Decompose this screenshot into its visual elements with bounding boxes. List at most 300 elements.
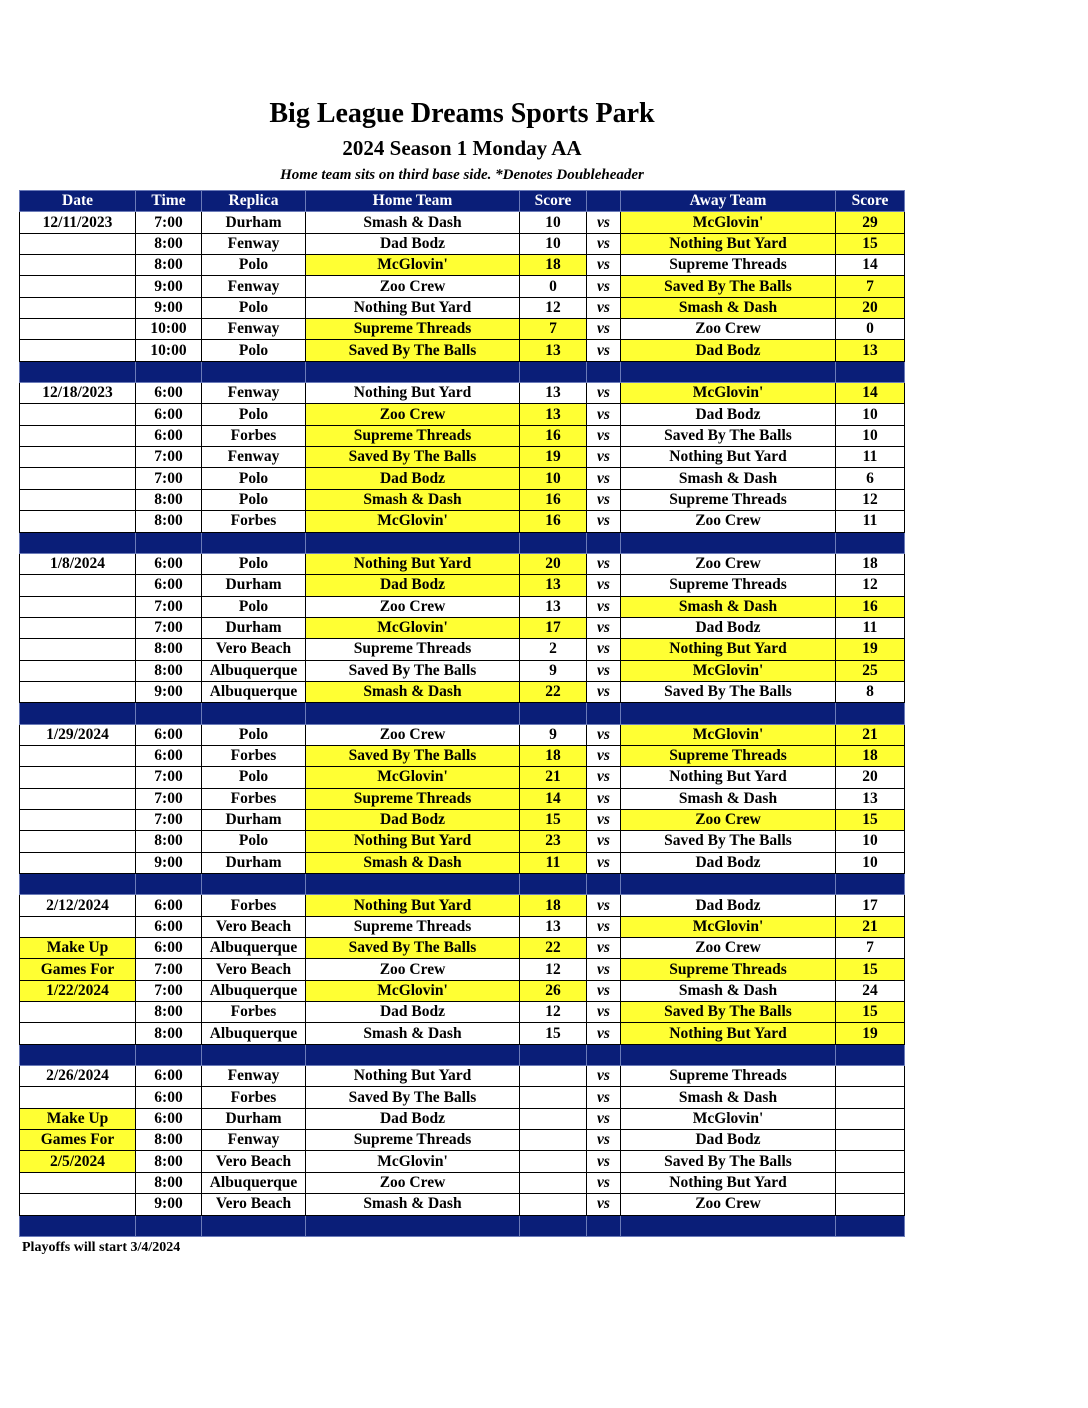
time-cell: 9:00 xyxy=(136,681,202,702)
separator-cell xyxy=(836,1215,905,1236)
home-team-cell: Smash & Dash xyxy=(306,681,520,702)
replica-cell: Polo xyxy=(202,404,306,425)
home-score-cell xyxy=(520,1066,587,1087)
date-cell xyxy=(20,1194,136,1215)
away-score-cell: 15 xyxy=(836,233,905,254)
home-team-cell: Dad Bodz xyxy=(306,468,520,489)
home-score-cell: 18 xyxy=(520,895,587,916)
separator-cell xyxy=(20,1044,136,1065)
replica-cell: Albuquerque xyxy=(202,681,306,702)
date-cell xyxy=(20,617,136,638)
home-team-cell: Smash & Dash xyxy=(306,1023,520,1044)
home-score-cell: 19 xyxy=(520,447,587,468)
page-title: Big League Dreams Sports Park xyxy=(269,98,655,129)
home-team-cell: Saved By The Balls xyxy=(306,745,520,766)
time-cell: 9:00 xyxy=(136,297,202,318)
away-score-cell xyxy=(836,1151,905,1172)
away-score-cell: 24 xyxy=(836,980,905,1001)
away-score-cell xyxy=(836,1172,905,1193)
away-team-cell: McGlovin' xyxy=(621,1108,836,1129)
away-score-cell: 15 xyxy=(836,1002,905,1023)
separator-cell xyxy=(306,1044,520,1065)
home-team-cell: Supreme Threads xyxy=(306,425,520,446)
separator-cell xyxy=(520,1215,587,1236)
table-row xyxy=(20,340,905,361)
table-row xyxy=(20,745,905,766)
date-cell xyxy=(20,319,136,340)
away-team-cell: Zoo Crew xyxy=(621,809,836,830)
home-score-cell: 16 xyxy=(520,489,587,510)
home-team-cell: Saved By The Balls xyxy=(306,340,520,361)
table-row xyxy=(20,809,905,830)
replica-cell: Forbes xyxy=(202,788,306,809)
date-cell xyxy=(20,575,136,596)
vs-cell: vs xyxy=(587,404,621,425)
replica-cell: Polo xyxy=(202,596,306,617)
home-score-cell xyxy=(520,1108,587,1129)
table-row xyxy=(20,852,905,873)
vs-cell: vs xyxy=(587,852,621,873)
time-cell: 6:00 xyxy=(136,745,202,766)
date-cell: 1/8/2024 xyxy=(20,553,136,574)
table-row xyxy=(20,1194,905,1215)
date-cell xyxy=(20,233,136,254)
column-header-replica: Replica xyxy=(202,191,306,212)
home-score-cell: 13 xyxy=(520,596,587,617)
home-team-cell: Zoo Crew xyxy=(306,724,520,745)
home-team-cell: Saved By The Balls xyxy=(306,660,520,681)
home-score-cell: 22 xyxy=(520,681,587,702)
date-cell xyxy=(20,639,136,660)
home-team-cell: Supreme Threads xyxy=(306,1130,520,1151)
table-row xyxy=(20,447,905,468)
date-cell: 2/5/2024 xyxy=(20,1151,136,1172)
time-cell: 9:00 xyxy=(136,276,202,297)
home-score-cell xyxy=(520,1130,587,1151)
home-team-cell: Dad Bodz xyxy=(306,575,520,596)
replica-cell: Fenway xyxy=(202,383,306,404)
week-separator-row xyxy=(20,1215,905,1236)
separator-cell xyxy=(136,1215,202,1236)
away-team-cell: McGlovin' xyxy=(621,724,836,745)
separator-cell xyxy=(621,361,836,382)
vs-cell: vs xyxy=(587,1002,621,1023)
time-cell: 6:00 xyxy=(136,724,202,745)
replica-cell: Vero Beach xyxy=(202,639,306,660)
away-score-cell: 20 xyxy=(836,767,905,788)
away-score-cell: 13 xyxy=(836,788,905,809)
separator-cell xyxy=(20,703,136,724)
away-score-cell: 14 xyxy=(836,255,905,276)
away-team-cell: Nothing But Yard xyxy=(621,639,836,660)
home-score-cell xyxy=(520,1172,587,1193)
vs-cell: vs xyxy=(587,383,621,404)
vs-cell: vs xyxy=(587,1130,621,1151)
date-cell xyxy=(20,788,136,809)
table-row xyxy=(20,980,905,1001)
time-cell: 7:00 xyxy=(136,212,202,233)
table-row xyxy=(20,724,905,745)
time-cell: 8:00 xyxy=(136,255,202,276)
column-header-away-score: Score xyxy=(836,191,905,212)
vs-cell: vs xyxy=(587,681,621,702)
replica-cell: Fenway xyxy=(202,319,306,340)
vs-cell: vs xyxy=(587,809,621,830)
date-cell xyxy=(20,596,136,617)
away-score-cell: 19 xyxy=(836,1023,905,1044)
vs-cell: vs xyxy=(587,425,621,446)
home-team-cell: Dad Bodz xyxy=(306,1108,520,1129)
home-score-cell: 13 xyxy=(520,916,587,937)
away-team-cell: Dad Bodz xyxy=(621,404,836,425)
time-cell: 8:00 xyxy=(136,233,202,254)
home-score-cell: 10 xyxy=(520,468,587,489)
table-row xyxy=(20,553,905,574)
replica-cell: Albuquerque xyxy=(202,1023,306,1044)
date-cell: Make Up xyxy=(20,1108,136,1129)
column-header-home-score: Score xyxy=(520,191,587,212)
date-cell: 1/22/2024 xyxy=(20,980,136,1001)
vs-cell: vs xyxy=(587,1087,621,1108)
replica-cell: Polo xyxy=(202,468,306,489)
replica-cell: Polo xyxy=(202,489,306,510)
separator-cell xyxy=(836,361,905,382)
vs-cell: vs xyxy=(587,1172,621,1193)
page-subtitle: 2024 Season 1 Monday AA xyxy=(342,136,582,160)
table-row xyxy=(20,1087,905,1108)
away-team-cell: Dad Bodz xyxy=(621,852,836,873)
away-score-cell: 21 xyxy=(836,916,905,937)
away-team-cell: Smash & Dash xyxy=(621,468,836,489)
home-score-cell: 11 xyxy=(520,852,587,873)
time-cell: 6:00 xyxy=(136,553,202,574)
date-cell: 12/11/2023 xyxy=(20,212,136,233)
away-score-cell: 25 xyxy=(836,660,905,681)
separator-cell xyxy=(621,532,836,553)
schedule-table xyxy=(19,190,905,1237)
home-team-cell: McGlovin' xyxy=(306,980,520,1001)
replica-cell: Forbes xyxy=(202,1087,306,1108)
away-team-cell: McGlovin' xyxy=(621,212,836,233)
table-row xyxy=(20,916,905,937)
vs-cell: vs xyxy=(587,596,621,617)
replica-cell: Fenway xyxy=(202,233,306,254)
away-team-cell: McGlovin' xyxy=(621,660,836,681)
time-cell: 7:00 xyxy=(136,980,202,1001)
date-cell xyxy=(20,831,136,852)
date-cell xyxy=(20,852,136,873)
replica-cell: Albuquerque xyxy=(202,938,306,959)
date-cell xyxy=(20,425,136,446)
time-cell: 8:00 xyxy=(136,660,202,681)
table-row xyxy=(20,1023,905,1044)
home-team-cell: Supreme Threads xyxy=(306,788,520,809)
away-score-cell: 0 xyxy=(836,319,905,340)
home-score-cell: 7 xyxy=(520,319,587,340)
separator-cell xyxy=(520,703,587,724)
home-team-cell: Saved By The Balls xyxy=(306,1087,520,1108)
replica-cell: Polo xyxy=(202,831,306,852)
away-score-cell xyxy=(836,1108,905,1129)
separator-cell xyxy=(306,361,520,382)
time-cell: 7:00 xyxy=(136,788,202,809)
date-cell: 1/29/2024 xyxy=(20,724,136,745)
home-team-cell: Saved By The Balls xyxy=(306,447,520,468)
table-row xyxy=(20,831,905,852)
time-cell: 8:00 xyxy=(136,1130,202,1151)
column-header-date: Date xyxy=(20,191,136,212)
vs-cell: vs xyxy=(587,895,621,916)
away-team-cell: Smash & Dash xyxy=(621,788,836,809)
away-score-cell: 10 xyxy=(836,425,905,446)
separator-cell xyxy=(306,532,520,553)
home-score-cell: 13 xyxy=(520,340,587,361)
home-team-cell: Saved By The Balls xyxy=(306,938,520,959)
time-cell: 6:00 xyxy=(136,1066,202,1087)
table-row xyxy=(20,639,905,660)
date-cell: Games For xyxy=(20,1130,136,1151)
vs-cell: vs xyxy=(587,959,621,980)
time-cell: 9:00 xyxy=(136,852,202,873)
replica-cell: Forbes xyxy=(202,1002,306,1023)
home-score-cell: 23 xyxy=(520,831,587,852)
vs-cell: vs xyxy=(587,980,621,1001)
vs-cell: vs xyxy=(587,767,621,788)
separator-cell xyxy=(202,532,306,553)
date-cell xyxy=(20,1023,136,1044)
table-row xyxy=(20,511,905,532)
date-cell xyxy=(20,511,136,532)
table-row xyxy=(20,1066,905,1087)
separator-cell xyxy=(20,1215,136,1236)
vs-cell: vs xyxy=(587,1066,621,1087)
home-score-cell: 26 xyxy=(520,980,587,1001)
replica-cell: Forbes xyxy=(202,511,306,532)
table-row xyxy=(20,1172,905,1193)
date-cell xyxy=(20,1002,136,1023)
away-score-cell: 15 xyxy=(836,959,905,980)
time-cell: 10:00 xyxy=(136,319,202,340)
home-score-cell: 18 xyxy=(520,745,587,766)
time-cell: 6:00 xyxy=(136,383,202,404)
away-score-cell: 7 xyxy=(836,276,905,297)
date-cell xyxy=(20,447,136,468)
home-team-cell: Dad Bodz xyxy=(306,233,520,254)
vs-cell: vs xyxy=(587,660,621,681)
table-row xyxy=(20,660,905,681)
time-cell: 6:00 xyxy=(136,895,202,916)
date-cell xyxy=(20,489,136,510)
separator-cell xyxy=(587,703,621,724)
home-score-cell: 9 xyxy=(520,724,587,745)
home-score-cell: 15 xyxy=(520,1023,587,1044)
separator-cell xyxy=(587,1044,621,1065)
away-team-cell: Supreme Threads xyxy=(621,489,836,510)
replica-cell: Albuquerque xyxy=(202,980,306,1001)
home-team-cell: Smash & Dash xyxy=(306,212,520,233)
home-score-cell: 10 xyxy=(520,212,587,233)
table-row xyxy=(20,233,905,254)
vs-cell: vs xyxy=(587,1023,621,1044)
separator-cell xyxy=(836,1044,905,1065)
replica-cell: Polo xyxy=(202,297,306,318)
date-cell xyxy=(20,404,136,425)
replica-cell: Fenway xyxy=(202,276,306,297)
away-team-cell: Zoo Crew xyxy=(621,938,836,959)
separator-cell xyxy=(202,1044,306,1065)
away-team-cell: Saved By The Balls xyxy=(621,276,836,297)
away-team-cell: Nothing But Yard xyxy=(621,767,836,788)
away-score-cell: 10 xyxy=(836,404,905,425)
away-team-cell: McGlovin' xyxy=(621,383,836,404)
time-cell: 7:00 xyxy=(136,617,202,638)
date-cell xyxy=(20,1172,136,1193)
date-cell: Make Up xyxy=(20,938,136,959)
time-cell: 6:00 xyxy=(136,1108,202,1129)
away-team-cell: Zoo Crew xyxy=(621,1194,836,1215)
separator-cell xyxy=(306,1215,520,1236)
home-score-cell: 2 xyxy=(520,639,587,660)
away-score-cell xyxy=(836,1087,905,1108)
home-score-cell: 15 xyxy=(520,809,587,830)
date-cell xyxy=(20,276,136,297)
home-score-cell: 18 xyxy=(520,255,587,276)
vs-cell: vs xyxy=(587,511,621,532)
away-team-cell: McGlovin' xyxy=(621,916,836,937)
replica-cell: Polo xyxy=(202,767,306,788)
time-cell: 6:00 xyxy=(136,1087,202,1108)
replica-cell: Durham xyxy=(202,617,306,638)
away-score-cell: 17 xyxy=(836,895,905,916)
away-score-cell: 19 xyxy=(836,639,905,660)
separator-cell xyxy=(202,874,306,895)
replica-cell: Vero Beach xyxy=(202,916,306,937)
away-team-cell: Nothing But Yard xyxy=(621,1172,836,1193)
away-team-cell: Supreme Threads xyxy=(621,575,836,596)
away-team-cell: Nothing But Yard xyxy=(621,1023,836,1044)
table-row xyxy=(20,319,905,340)
playoffs-note: Playoffs will start 3/4/2024 xyxy=(22,1240,181,1255)
vs-cell: vs xyxy=(587,233,621,254)
separator-cell xyxy=(587,361,621,382)
home-team-cell: Dad Bodz xyxy=(306,809,520,830)
away-score-cell: 16 xyxy=(836,596,905,617)
home-team-cell: McGlovin' xyxy=(306,1151,520,1172)
away-team-cell: Supreme Threads xyxy=(621,745,836,766)
away-score-cell: 12 xyxy=(836,575,905,596)
home-team-cell: Nothing But Yard xyxy=(306,1066,520,1087)
time-cell: 8:00 xyxy=(136,1002,202,1023)
away-score-cell: 18 xyxy=(836,553,905,574)
table-row xyxy=(20,1002,905,1023)
replica-cell: Durham xyxy=(202,212,306,233)
table-row xyxy=(20,1130,905,1151)
table-row xyxy=(20,895,905,916)
separator-cell xyxy=(306,874,520,895)
home-score-cell: 12 xyxy=(520,297,587,318)
away-score-cell: 11 xyxy=(836,617,905,638)
separator-cell xyxy=(621,1044,836,1065)
replica-cell: Vero Beach xyxy=(202,959,306,980)
separator-cell xyxy=(621,874,836,895)
away-team-cell: Saved By The Balls xyxy=(621,681,836,702)
table-row xyxy=(20,468,905,489)
time-cell: 8:00 xyxy=(136,639,202,660)
away-team-cell: Saved By The Balls xyxy=(621,425,836,446)
away-team-cell: Saved By The Balls xyxy=(621,1002,836,1023)
away-score-cell xyxy=(836,1194,905,1215)
separator-cell xyxy=(520,532,587,553)
away-team-cell: Nothing But Yard xyxy=(621,447,836,468)
separator-cell xyxy=(136,361,202,382)
vs-cell: vs xyxy=(587,916,621,937)
away-score-cell xyxy=(836,1066,905,1087)
time-cell: 6:00 xyxy=(136,404,202,425)
replica-cell: Albuquerque xyxy=(202,660,306,681)
time-cell: 7:00 xyxy=(136,468,202,489)
replica-cell: Polo xyxy=(202,340,306,361)
week-separator-row xyxy=(20,532,905,553)
replica-cell: Durham xyxy=(202,809,306,830)
separator-cell xyxy=(136,1044,202,1065)
home-team-cell: Supreme Threads xyxy=(306,639,520,660)
time-cell: 9:00 xyxy=(136,1194,202,1215)
home-team-cell: McGlovin' xyxy=(306,255,520,276)
home-score-cell: 0 xyxy=(520,276,587,297)
time-cell: 6:00 xyxy=(136,916,202,937)
away-team-cell: Zoo Crew xyxy=(621,511,836,532)
date-cell xyxy=(20,297,136,318)
away-team-cell: Supreme Threads xyxy=(621,959,836,980)
separator-cell xyxy=(202,361,306,382)
home-score-cell xyxy=(520,1194,587,1215)
date-cell xyxy=(20,916,136,937)
date-cell: Games For xyxy=(20,959,136,980)
date-cell xyxy=(20,255,136,276)
table-header-row xyxy=(20,191,905,212)
home-team-cell: Nothing But Yard xyxy=(306,895,520,916)
vs-cell: vs xyxy=(587,1151,621,1172)
replica-cell: Fenway xyxy=(202,1066,306,1087)
table-row xyxy=(20,276,905,297)
home-score-cell: 20 xyxy=(520,553,587,574)
time-cell: 7:00 xyxy=(136,809,202,830)
table-row xyxy=(20,681,905,702)
away-team-cell: Zoo Crew xyxy=(621,553,836,574)
vs-cell: vs xyxy=(587,1194,621,1215)
vs-cell: vs xyxy=(587,553,621,574)
time-cell: 6:00 xyxy=(136,575,202,596)
home-team-cell: Zoo Crew xyxy=(306,959,520,980)
away-score-cell: 8 xyxy=(836,681,905,702)
home-team-cell: Zoo Crew xyxy=(306,596,520,617)
separator-cell xyxy=(621,1215,836,1236)
separator-cell xyxy=(202,1215,306,1236)
away-score-cell: 21 xyxy=(836,724,905,745)
table-row xyxy=(20,425,905,446)
vs-cell: vs xyxy=(587,340,621,361)
home-team-cell: McGlovin' xyxy=(306,617,520,638)
away-score-cell: 10 xyxy=(836,831,905,852)
separator-cell xyxy=(836,532,905,553)
away-team-cell: Dad Bodz xyxy=(621,895,836,916)
away-team-cell: Dad Bodz xyxy=(621,1130,836,1151)
vs-cell: vs xyxy=(587,745,621,766)
home-team-cell: Smash & Dash xyxy=(306,489,520,510)
away-team-cell: Saved By The Balls xyxy=(621,831,836,852)
home-score-cell: 21 xyxy=(520,767,587,788)
home-team-cell: Zoo Crew xyxy=(306,276,520,297)
